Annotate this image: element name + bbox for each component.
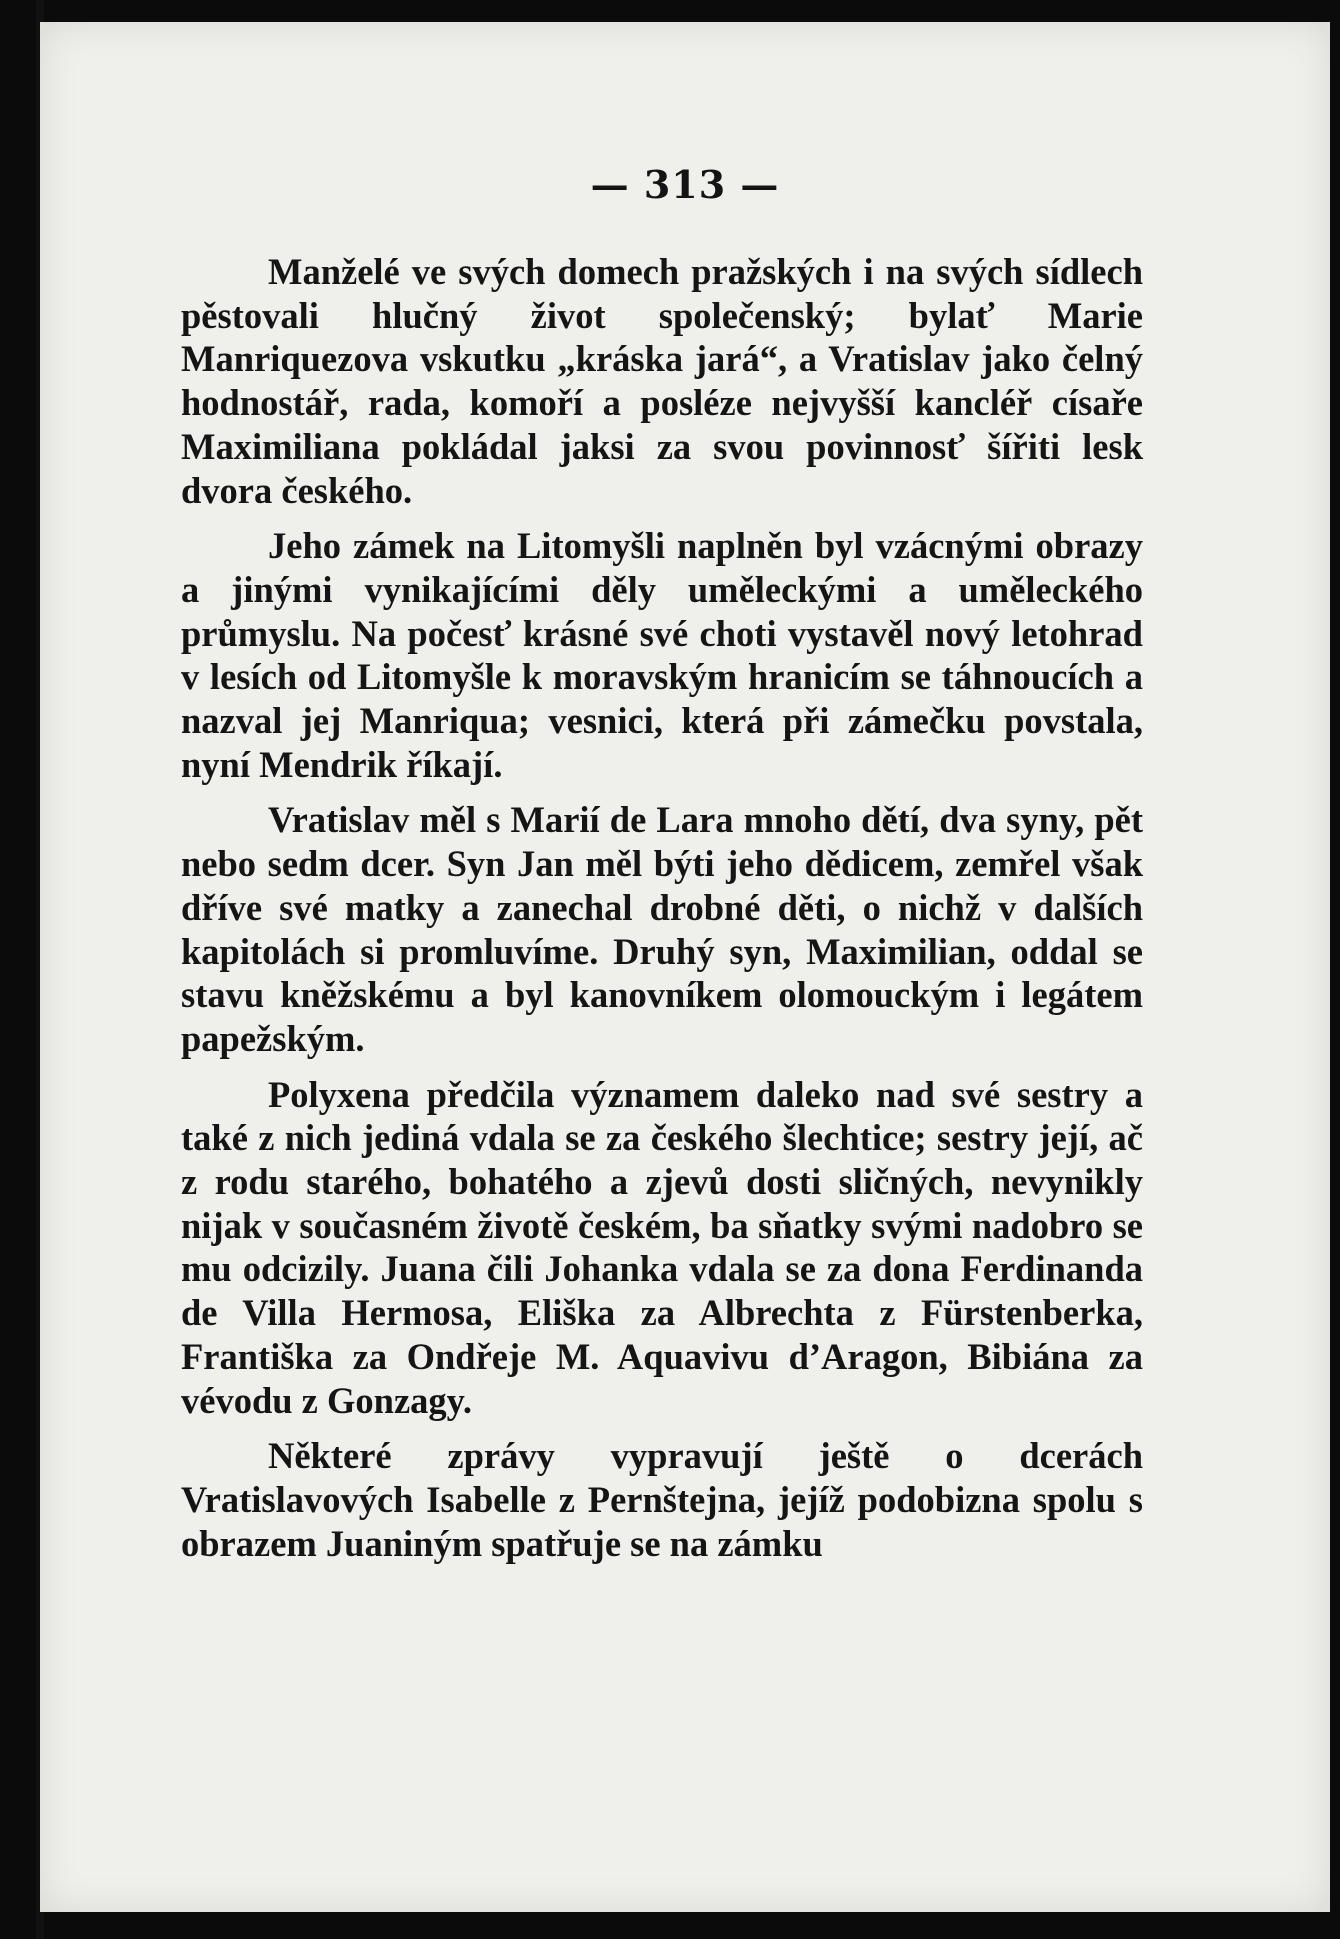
paragraph-4: Polyxena předčila významem daleko nad své sestry a také z nich jediná vdala se za českého šlechtice; sestry její, ač z rodu starého, bohatého a zjevů dosti sličných, nevynikly nijak v současném životě českém, ba sňatky svými nadobro se mu odcizily. Juana čili Johanka vdala se za dona Ferdinanda de Villa Hermosa, Eliška za Albrechta z Fürstenberka, Františka za Ondřeje M. Aquavivu d’Aragon, Bibiána za vévodu z Gonzagy.: [181, 1073, 1143, 1421]
paragraph-3: Vratislav měl s Marií de Lara mnoho dětí, dva syny, pět nebo sedm dcer. Syn Jan měl býti jeho dědicem, zemřel však dříve své matky a zanechal drobné děti, o nichž v dalších kapitolách si promluvíme. Druhý syn, Maximilian, oddal se stavu kněžskému a byl kanovníkem olomouckým i legátem papežským.: [181, 799, 1143, 1059]
page-number: — 313 —: [590, 162, 780, 207]
paragraph-1: Manželé ve svých domech pražských i na svých sídlech pěstovali hlučný život společenský; bylať Marie Manriquezova vskutku „kráska jará“, a Vratislav jako čelný hodnostář, rada, komoří a posléze nejvyšší kancléř císaře Maximiliana pokládal jaksi za svou povinnosť šířiti lesk dvora českého.: [181, 251, 1143, 511]
body-text: [181, 250, 1143, 1565]
book-page: [40, 22, 1330, 1912]
paragraph-5: Některé zprávy vypravují ještě o dcerách Vratislavových Isabelle z Pernštejna, jejíž podobizna spolu s obrazem Juaniným spatřuje se na zámku: [181, 1435, 1143, 1564]
paragraph-2: Jeho zámek na Litomyšli naplněn byl vzácnými obrazy a jinými vynikajícími děly uměleckými a uměleckého průmyslu. Na počesť krásné své choti vystavěl nový letohrad v lesích od Litomyšle k moravským hranicím se táhnoucích a nazval jej Manriqua; vesnici, která při zámečku povstala, nyní Mendrik říkají.: [181, 525, 1143, 785]
